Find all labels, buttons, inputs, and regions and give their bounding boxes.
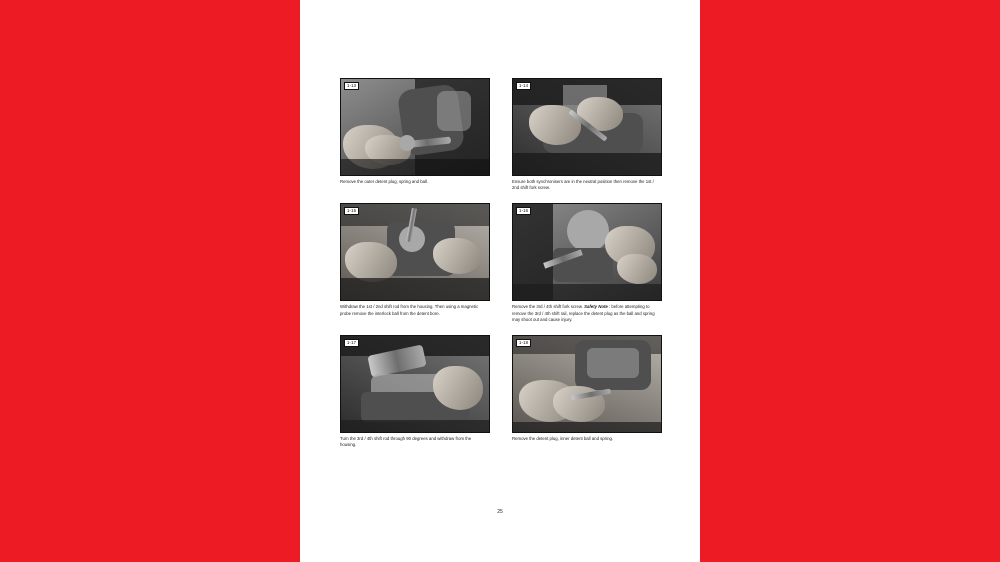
figure-tag: 1-15 [344,207,359,215]
document-page [300,0,700,562]
figure-cell [512,78,660,191]
figure-caption: Remove the detent plug, inner detent ball and spring. [512,436,614,442]
figure-tag: 1-18 [516,339,531,347]
figure-cell [340,335,488,448]
figure-caption: Turn the 3rd / 4th shift rod through 90 degrees and withdraw from the housing. [340,436,472,448]
figure-tag: 1-16 [516,207,531,215]
figure-image [512,78,662,176]
figure-image [340,203,490,301]
figure-image [512,203,662,301]
figure-cell [512,203,660,323]
safety-note-label: Safety Note [584,304,608,310]
figure-caption: Remove the outer detent plug, spring and ball. [340,179,429,184]
figure-image [512,335,662,433]
figure-tag: 1-13 [344,82,359,90]
figure-image [340,335,490,433]
figure-image [340,78,490,176]
figure-caption: Remove the 3rd / 4th shift fork screw. Safety Note : before attempting to remove the 3rd / 4th shift rail, replace the detent plug as the ball and spring may shoot out and cause injury. [512,304,655,322]
figure-caption: Withdraw the 1st / 2nd shift rod from the housing. Then using a magnetic probe remove the interlock ball from the detent bore. [340,304,479,316]
figure-caption: Ensure both synchronisers are in the neutral position then remove the 1st / 2nd shift fork screw. [512,179,654,191]
figure-cell [340,203,488,323]
figure-tag: 1-14 [516,82,531,90]
figure-cell [340,78,488,191]
figure-tag: 1-17 [344,339,359,347]
figure-cell [512,335,660,448]
figure-grid [340,78,660,460]
page-number: 25 [497,509,503,515]
